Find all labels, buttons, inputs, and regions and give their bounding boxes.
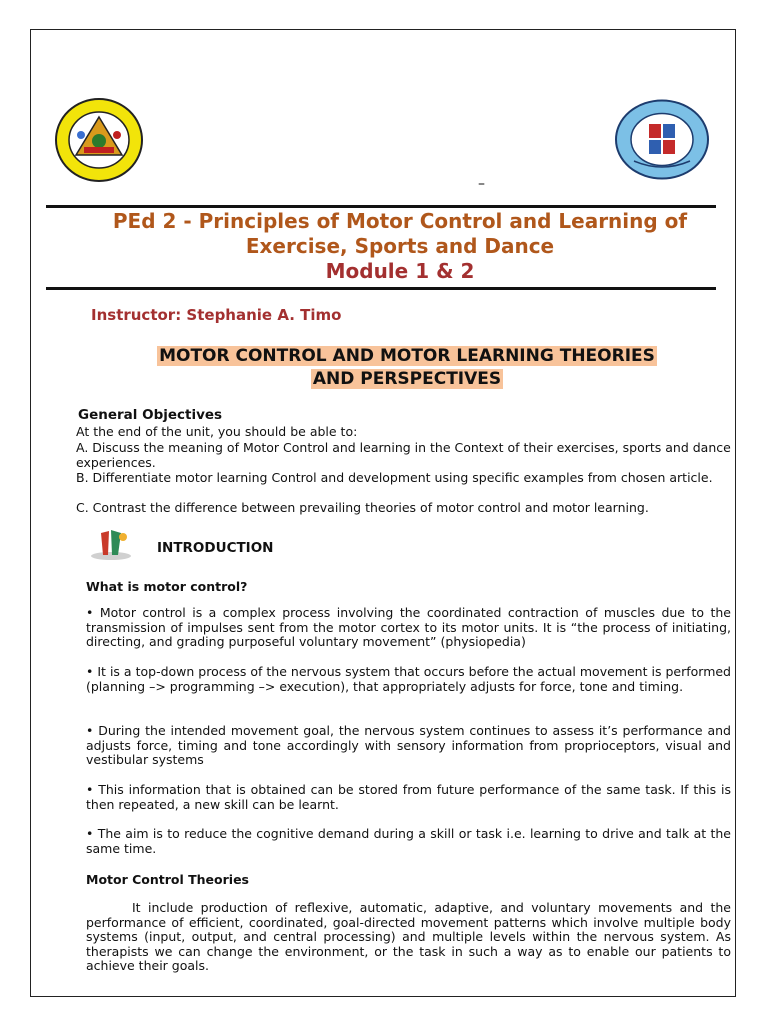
title-rule-bottom (46, 287, 716, 290)
introduction-icon (87, 527, 135, 561)
lugait-college-seal-logo (614, 99, 710, 180)
objectives-intro: At the end of the unit, you should be able to: (76, 424, 358, 439)
municipality-seal-logo (54, 97, 144, 183)
banner-line-1: MOTOR CONTROL AND MOTOR LEARNING THEORIES (159, 346, 655, 366)
objective-b: B. Differentiate motor learning Control and development using specific examples from chosen article. (76, 470, 713, 485)
module-title (60, 209, 740, 284)
intro-paragraph-4: • This information that is obtained can be stored from future performance of the same task. If this is then repeated, a new skill can be learnt. (86, 782, 731, 812)
title-rule-top (46, 205, 716, 208)
banner-line-2: AND PERSPECTIVES (312, 369, 502, 389)
intro-paragraph-2: • It is a top-down process of the nervous system that occurs before the actual movement is performed (planning –> programming –> execution), that appropriately adjusts for force, tone and timing. (86, 664, 731, 694)
title-line-3: Module 1 & 2 (325, 259, 475, 283)
objectives-heading: General Objectives (78, 407, 223, 423)
intro-paragraph-1: • Motor control is a complex process involving the coordinated contraction of muscles due to the transmission of impulses sent from the motor cortex to its motor units. It is “the process of initiating, directing, and grading purposeful voluntary movement” (physiopedia) (86, 605, 731, 649)
objective-c: C. Contrast the difference between prevailing theories of motor control and motor learning. (76, 500, 649, 515)
theories-paragraph: It include production of reflexive, automatic, adaptive, and voluntary movements and the performance of efficient, coordinated, goal-directed movement patterns which involve multiple body systems (input, output, and central processing) and multiple levels within the nervous system. As therapists we can change the environment, or the task in such a way as to enable our patients to achieve their goals. (86, 900, 731, 973)
motor-control-question: What is motor control? (86, 579, 248, 594)
section-banner (102, 345, 712, 391)
intro-paragraph-3: • During the intended movement goal, the nervous system continues to assess it’s performance and adjusts force, timing and tone accordingly with sensory information from proprioceptors, visual and vestibular systems (86, 723, 731, 767)
introduction-heading: INTRODUCTION (157, 540, 274, 556)
title-line-1: PEd 2 - Principles of Motor Control and Learning of (112, 209, 688, 233)
instructor-line: Instructor: Stephanie A. Timo (91, 306, 342, 324)
header-dash: – (478, 176, 485, 192)
title-line-2: Exercise, Sports and Dance (245, 234, 555, 258)
motor-control-theories-heading: Motor Control Theories (86, 872, 249, 887)
intro-paragraph-5: • The aim is to reduce the cognitive demand during a skill or task i.e. learning to drive and talk at the same time. (86, 826, 731, 856)
objective-a: A. Discuss the meaning of Motor Control and learning in the Context of their exercises, sports and dance experiences. (76, 440, 731, 470)
